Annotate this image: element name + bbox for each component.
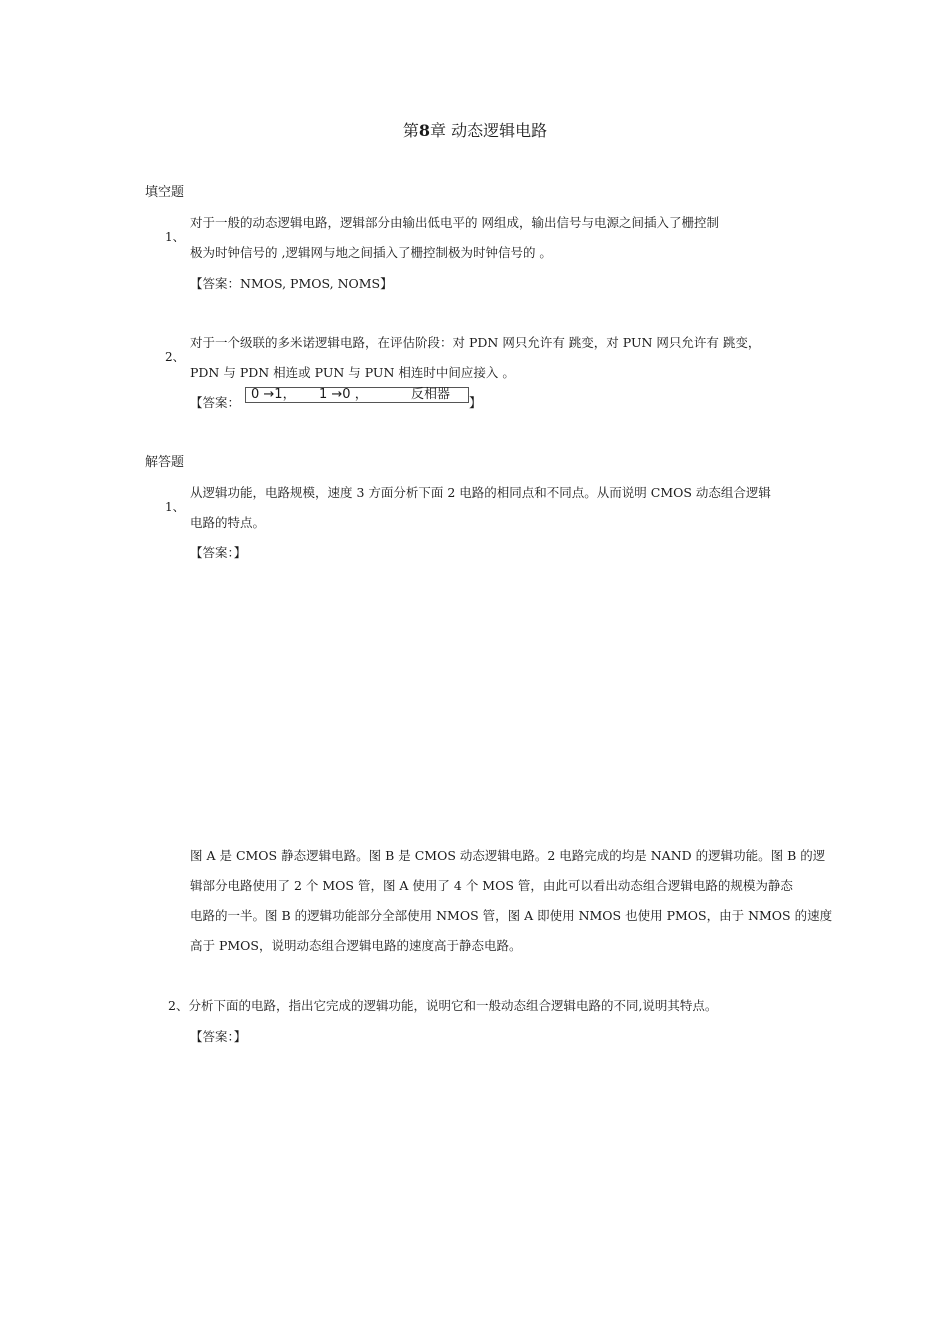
title-text: 章 动态逻辑电路	[430, 121, 548, 140]
paragraph-line: 辑部分电路使用了 2 个 MOS 管，图 A 使用了 4 个 MOS 管，由此可以看出动态组合逻辑电路的规模为静态	[190, 878, 793, 893]
paragraph-line: 图 A 是 CMOS 静态逻辑电路。图 B 是 CMOS 动态逻辑电路。2 电路完成的均是 NAND 的逻辑功能。图 B 的逻	[190, 848, 826, 863]
essay-q1-answer-paragraph	[190, 841, 835, 961]
fill-q1-line2: 极为时钟信号的 ,逻辑网与地之间插入了栅控制极为时钟信号的 。	[190, 245, 552, 260]
essay-q2-line1: 2、分析下面的电路，指出它完成的逻辑功能，说明它和一般动态组合逻辑电路的不同,说明其特点。	[168, 998, 718, 1013]
fill-q1-line1: 对于一般的动态逻辑电路，逻辑部分由输出低电平的 网组成，输出信号与电源之间插入了栅控制	[190, 215, 719, 230]
fill-q2-answer-open: 【答案：	[190, 395, 241, 410]
fill-q2-line1: 对于一个级联的多米诺逻辑电路，在评估阶段：对 PDN 网只允许有 跳变，对 PUN 网只允许有 跳变，	[190, 335, 761, 350]
fill-q1-answer: 【答案：NMOS, PMOS, NOMS】	[190, 276, 393, 291]
essay-q1-line2: 电路的特点。	[190, 515, 266, 530]
answer-part-3: 反相器	[411, 387, 451, 402]
fill-q2-answer-close: 】	[469, 395, 482, 410]
fill-q2-answer-box	[245, 387, 469, 403]
section-heading-essay: 解答题	[145, 455, 185, 470]
answer-part-1: 0 →1，	[251, 387, 296, 402]
essay-q2-answer: 【答案：】	[190, 1029, 247, 1044]
essay-q1-answer: 【答案：】	[190, 545, 247, 560]
fill-q2-line2: PDN 与 PDN 相连或 PUN 与 PUN 相连时中间应接入 。	[190, 365, 515, 380]
answer-part-2: 1 →0 ，	[319, 387, 368, 402]
fill-q2-number: 2、	[165, 350, 185, 364]
essay-q1-number: 1、	[165, 500, 185, 514]
title-prefix: 第	[402, 121, 419, 140]
fill-q1-number: 1、	[165, 230, 185, 244]
paragraph-line: 电路的一半。图 B 的逻辑功能部分全部使用 NMOS 管，图 A 即使用 NMOS 也使用 PMOS，由于 NMOS 的速度	[190, 908, 833, 923]
paragraph-line: 高于 PMOS，说明动态组合逻辑电路的速度高于静态电路。	[190, 938, 522, 953]
section-heading-fill: 填空题	[145, 185, 185, 200]
essay-q1-line1: 从逻辑功能，电路规模，速度 3 方面分析下面 2 电路的相同点和不同点。从而说明 CMOS 动态组合逻辑	[190, 485, 771, 500]
chapter-title	[0, 118, 950, 141]
title-number: 8	[418, 121, 431, 140]
